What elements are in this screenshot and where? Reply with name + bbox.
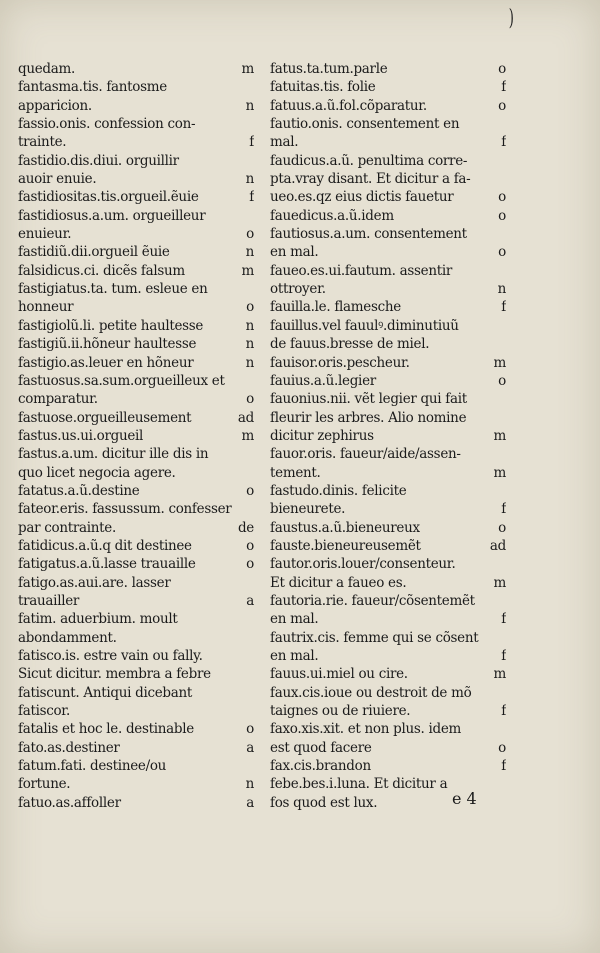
entry-line <box>270 574 506 592</box>
entry-text: apparicion. <box>18 97 92 114</box>
entry-text: fastidiositas.tis.orgueil.ẽuie <box>18 189 199 206</box>
entry-text: fatim. aduerbium. moult <box>18 611 178 628</box>
entry-line <box>18 170 254 188</box>
entry-text: fauillus.vel fauulꝰ.diminutiuũ <box>270 317 459 334</box>
entry-gender-mark: n <box>245 97 254 114</box>
entry-gender-mark: m <box>493 574 506 591</box>
entry-text: quedam. <box>18 61 76 77</box>
entry-text: par contrainte. <box>18 519 116 536</box>
entry-text: faueo.es.ui.fautum. assentir <box>270 262 453 279</box>
entry-line <box>270 280 506 298</box>
entry-line <box>18 555 254 573</box>
entry-gender-mark: a <box>246 739 254 756</box>
entry-gender-mark: n <box>245 244 254 261</box>
entry-text: fastidio.dis.diui. orguillir <box>18 152 179 169</box>
entry-line <box>270 390 506 408</box>
entry-text: ottroyer. <box>270 281 326 298</box>
right-column <box>270 60 506 812</box>
entry-gender-mark: o <box>498 519 506 536</box>
entry-line <box>18 519 254 537</box>
entry-gender-mark: o <box>246 556 254 573</box>
entry-gender-mark: f <box>501 79 506 96</box>
entry-text: fato.as.destiner <box>18 739 120 756</box>
entry-text: fastudo.dinis. felicite <box>270 482 407 499</box>
entry-text: fos quod est lux. <box>270 794 378 811</box>
entry-text: fauisor.oris.pescheur. <box>270 354 410 371</box>
entry-text: fantasma.tis. fantosme <box>18 79 167 96</box>
entry-line <box>270 317 506 335</box>
entry-gender-mark: o <box>246 482 254 499</box>
entry-line <box>18 464 254 482</box>
entry-line <box>18 207 254 225</box>
entry-gender-mark: f <box>501 703 506 720</box>
entry-gender-mark: f <box>501 134 506 151</box>
entry-line <box>18 97 254 115</box>
entry-text: est quod facere <box>270 739 372 756</box>
entry-line <box>18 409 254 427</box>
entry-text: fatus.ta.tum.parle <box>270 61 388 77</box>
entry-gender-mark: o <box>498 189 506 206</box>
entry-gender-mark: o <box>498 207 506 224</box>
entry-line <box>18 243 254 261</box>
entry-text: Sicut dicitur. membra a febre <box>18 666 211 683</box>
entry-text: trauailler <box>18 592 80 609</box>
entry-gender-mark: f <box>501 299 506 316</box>
entry-line <box>18 537 254 555</box>
entry-line <box>18 500 254 518</box>
entry-text: fastuose.orgueilleusement <box>18 409 192 426</box>
entry-line <box>18 665 254 683</box>
entry-text: fauus.ui.miel ou cire. <box>270 666 408 683</box>
entry-line <box>18 298 254 316</box>
entry-line <box>270 409 506 427</box>
entry-text: faxo.xis.xit. et non plus. idem <box>270 721 462 738</box>
entry-text: ueo.es.qz eius dictis fauetur <box>270 189 454 206</box>
signature-mark: e 4 <box>452 789 477 808</box>
entry-text: fortune. <box>18 776 71 793</box>
entry-text: fastigiũ.ii.hõneur haultesse <box>18 336 197 353</box>
entry-gender-mark: o <box>498 244 506 261</box>
entry-line <box>270 720 506 738</box>
entry-gender-mark: m <box>493 354 506 371</box>
entry-line <box>18 354 254 372</box>
entry-text: abondamment. <box>18 629 117 646</box>
entry-gender-mark: m <box>241 61 254 77</box>
entry-line <box>270 702 506 720</box>
entry-line <box>270 170 506 188</box>
entry-text: fatuo.as.affoller <box>18 794 121 811</box>
entry-line <box>270 610 506 628</box>
entry-line <box>18 427 254 445</box>
entry-text: fleurir les arbres. Alio nomine <box>270 409 467 426</box>
entry-text: febe.bes.i.luna. Et dicitur a <box>270 776 448 793</box>
entry-gender-mark: o <box>246 537 254 554</box>
entry-text: en mal. <box>270 244 319 261</box>
entry-gender-mark: m <box>241 262 254 279</box>
entry-line <box>270 262 506 280</box>
entry-line <box>270 354 506 372</box>
entry-line <box>270 665 506 683</box>
entry-text: comparatur. <box>18 391 98 408</box>
entry-text: en mal. <box>270 611 319 628</box>
entry-line <box>18 739 254 757</box>
entry-text: auoir enuie. <box>18 171 97 188</box>
entry-text: fatuus.a.ũ.fol.cõparatur. <box>270 97 427 114</box>
entry-line <box>270 500 506 518</box>
entry-gender-mark: n <box>245 336 254 353</box>
entry-text: fatigatus.a.ũ.lasse trauaille <box>18 556 196 573</box>
entry-line <box>270 427 506 445</box>
entry-line <box>18 115 254 133</box>
entry-text: falsidicus.ci. dicẽs falsum <box>18 262 185 279</box>
entry-text: bieneurete. <box>270 501 346 518</box>
entry-gender-mark: f <box>501 758 506 775</box>
entry-text: fauste.bieneureusemẽt <box>270 537 421 554</box>
entry-line <box>18 482 254 500</box>
entry-gender-mark: ad <box>237 409 254 426</box>
page-mark: ) <box>509 6 515 31</box>
entry-gender-mark: n <box>245 171 254 188</box>
entry-line <box>270 97 506 115</box>
entry-line <box>18 390 254 408</box>
entry-line <box>18 629 254 647</box>
entry-line <box>270 445 506 463</box>
entry-gender-mark: ad <box>489 537 506 554</box>
entry-text: fatigo.as.aui.are. lasser <box>18 574 171 591</box>
entry-text: en mal. <box>270 648 319 664</box>
entry-text: fassio.onis. confession con- <box>18 116 196 133</box>
entry-text: trainte. <box>18 134 67 151</box>
entry-text: dicitur zephirus <box>270 427 374 444</box>
entry-text: fatum.fati. destinee/ou <box>18 758 167 775</box>
entry-line <box>270 519 506 537</box>
entry-line <box>18 317 254 335</box>
entry-line <box>270 464 506 482</box>
entry-text: fatatus.a.ũ.destine <box>18 482 140 499</box>
entry-line <box>18 152 254 170</box>
entry-line <box>18 262 254 280</box>
entry-text: fastigio.as.leuer en hõneur <box>18 354 194 371</box>
entry-line <box>270 243 506 261</box>
entry-line <box>18 794 254 812</box>
entry-text: fautrix.cis. femme qui se cõsent <box>270 629 479 646</box>
entry-text: fastigiolũ.li. petite haultesse <box>18 317 204 334</box>
entry-gender-mark: n <box>497 281 506 298</box>
entry-gender-mark: o <box>498 61 506 77</box>
entry-line <box>270 757 506 775</box>
entry-text: honneur <box>18 299 74 316</box>
entry-line <box>270 482 506 500</box>
entry-line <box>270 372 506 390</box>
entry-text: fauius.a.ũ.legier <box>270 372 376 389</box>
entry-gender-mark: f <box>249 134 254 151</box>
entry-text: quo licet negocia agere. <box>18 464 176 481</box>
entry-line <box>18 757 254 775</box>
entry-text: fatuitas.tis. folie <box>270 79 376 96</box>
entry-gender-mark: o <box>246 391 254 408</box>
entry-line <box>18 188 254 206</box>
entry-text: taignes ou de riuiere. <box>270 703 411 720</box>
entry-gender-mark: n <box>245 354 254 371</box>
entry-text: fastuosus.sa.sum.orgueilleux et <box>18 372 225 389</box>
entry-line <box>270 739 506 757</box>
entry-gender-mark: o <box>498 372 506 389</box>
entry-gender-mark: a <box>246 794 254 811</box>
entry-gender-mark: o <box>498 739 506 756</box>
entry-text: fauedicus.a.ũ.idem <box>270 207 394 224</box>
entry-text: fautoria.rie. faueur/cõsentemẽt <box>270 592 475 609</box>
entry-line <box>18 684 254 702</box>
entry-text: fauonius.nii. vẽt legier qui fait <box>270 391 467 408</box>
entry-text: fautor.oris.louer/consenteur. <box>270 556 456 573</box>
entry-line <box>18 574 254 592</box>
entry-gender-mark: f <box>501 648 506 664</box>
entry-line <box>270 207 506 225</box>
entry-line <box>18 445 254 463</box>
entry-line <box>18 78 254 96</box>
entry-line <box>270 152 506 170</box>
entry-gender-mark: o <box>246 299 254 316</box>
left-column <box>18 60 254 812</box>
entry-text: fatidicus.a.ũ.q dit destinee <box>18 537 192 554</box>
entry-text: enuieur. <box>18 226 72 243</box>
entry-text: fastidiosus.a.um. orgueilleur <box>18 207 206 224</box>
entry-text: faux.cis.ioue ou destroit de mõ <box>270 684 472 701</box>
entry-text: fatalis et hoc le. destinable <box>18 721 194 738</box>
entry-gender-mark: m <box>493 427 506 444</box>
entry-gender-mark: a <box>246 592 254 609</box>
entry-text: fastigiatus.ta. tum. esleue en <box>18 281 208 298</box>
entry-line <box>270 592 506 610</box>
entry-line <box>18 720 254 738</box>
entry-line <box>270 555 506 573</box>
entry-line <box>18 335 254 353</box>
entry-line <box>270 60 506 78</box>
entry-text: faustus.a.ũ.bieneureux <box>270 519 420 536</box>
entry-text: Et dicitur a faueo es. <box>270 574 407 591</box>
entry-text: pta.vray disant. Et dicitur a fa- <box>270 171 471 188</box>
entry-gender-mark: f <box>501 501 506 518</box>
entry-line <box>270 629 506 647</box>
entry-text: fastidiũ.dii.orgueil ẽuie <box>18 244 170 261</box>
entry-line <box>18 647 254 665</box>
entry-line <box>18 133 254 151</box>
entry-text: fatiscunt. Antiqui dicebant <box>18 684 193 701</box>
entry-line <box>270 133 506 151</box>
entry-gender-mark: f <box>249 189 254 206</box>
entry-line <box>270 225 506 243</box>
entry-line <box>18 610 254 628</box>
entry-gender-mark: o <box>246 721 254 738</box>
entry-text: faudicus.a.ũ. penultima corre- <box>270 152 468 169</box>
entry-text: fautiosus.a.um. consentement <box>270 226 467 243</box>
entry-line <box>270 78 506 96</box>
entry-text: mal. <box>270 134 299 151</box>
entry-text: fatisco.is. estre vain ou fally. <box>18 648 203 664</box>
entry-text: fautio.onis. consentement en <box>270 116 460 133</box>
entry-gender-mark: f <box>501 611 506 628</box>
entry-line <box>270 537 506 555</box>
entry-text: fatiscor. <box>18 703 70 720</box>
entry-line <box>18 775 254 793</box>
entry-gender-mark: m <box>493 666 506 683</box>
entry-line <box>270 335 506 353</box>
entry-line <box>18 60 254 78</box>
entry-line <box>270 115 506 133</box>
entry-line <box>270 684 506 702</box>
entry-line <box>270 647 506 665</box>
entry-text: fastus.a.um. dicitur ille dis in <box>18 446 209 463</box>
entry-gender-mark: n <box>245 317 254 334</box>
entry-text: de fauus.bresse de miel. <box>270 336 430 353</box>
entry-gender-mark: n <box>245 776 254 793</box>
entry-gender-mark: de <box>237 519 254 536</box>
entry-line <box>270 188 506 206</box>
entry-line <box>18 372 254 390</box>
entry-text: fastus.us.ui.orgueil <box>18 427 144 444</box>
entry-text: fateor.eris. fassussum. confesser <box>18 501 232 518</box>
entry-text: fauor.oris. faueur/aide/assen- <box>270 446 461 463</box>
entry-text: fax.cis.brandon <box>270 758 371 775</box>
entry-line <box>270 298 506 316</box>
entry-line <box>18 702 254 720</box>
entry-line <box>18 592 254 610</box>
entry-gender-mark: m <box>493 464 506 481</box>
entry-text: fauilla.le. flamesche <box>270 299 401 316</box>
entry-text: tement. <box>270 464 321 481</box>
entry-gender-mark: m <box>241 427 254 444</box>
entry-gender-mark: o <box>498 97 506 114</box>
entry-line <box>18 225 254 243</box>
entry-gender-mark: o <box>246 226 254 243</box>
entry-line <box>18 280 254 298</box>
